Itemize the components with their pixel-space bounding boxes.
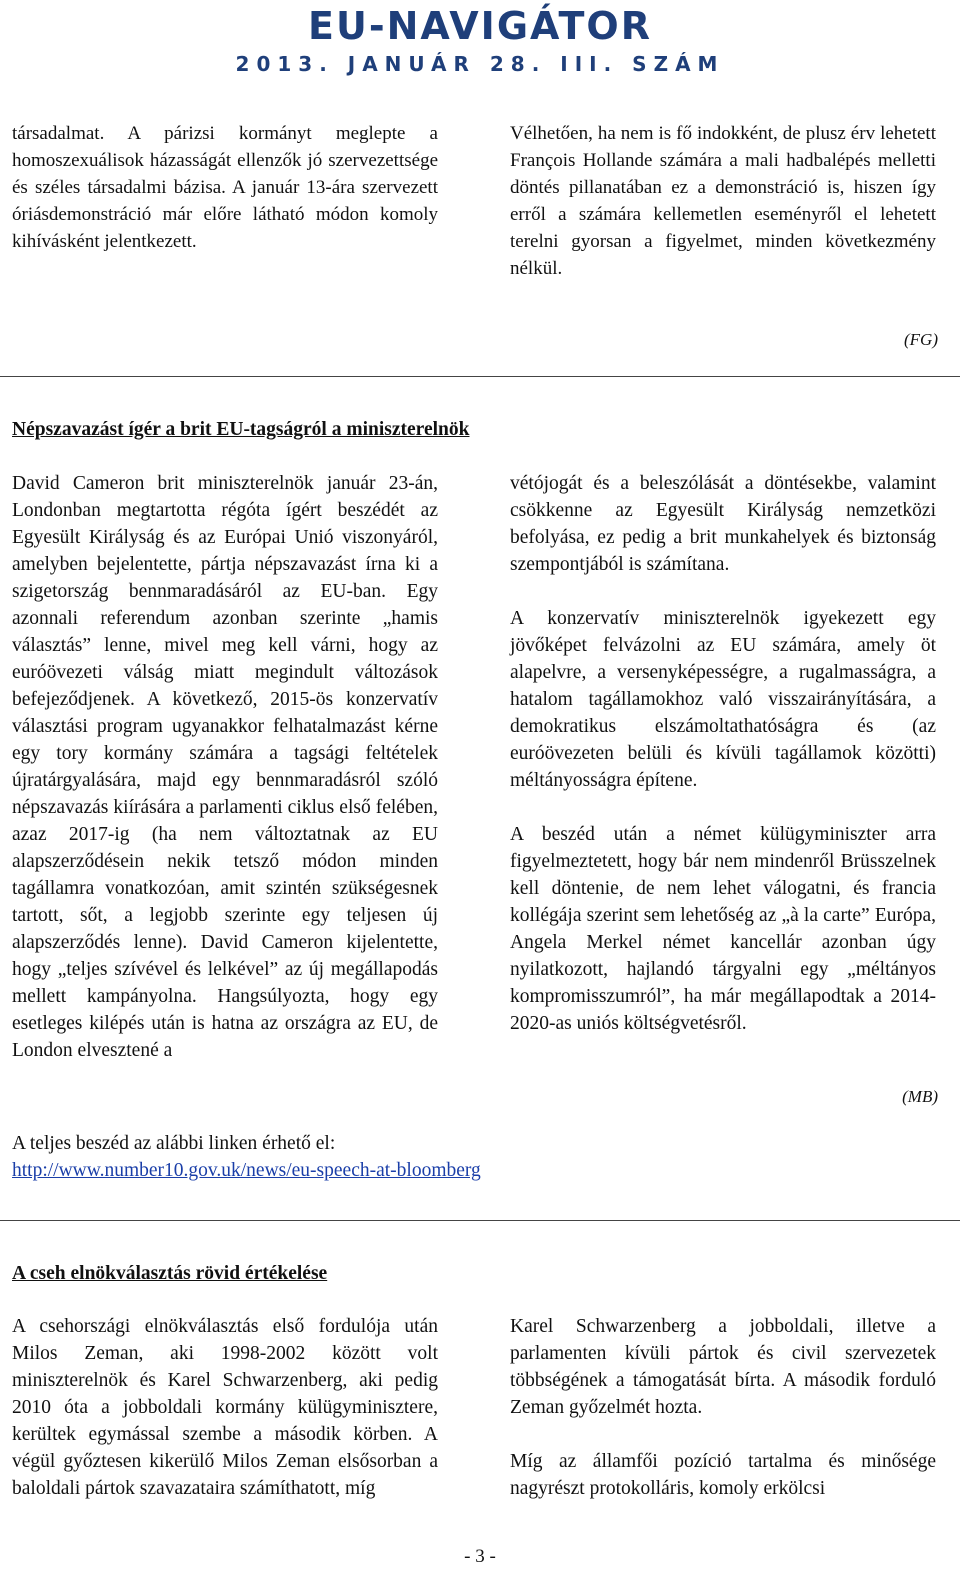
- article2-right-paragraph-1: Karel Schwarzenberg a jobboldali, illetve a parlamenten kívüli pártok és civil szervezetek többségének a támogatását bírta. A második forduló Zeman győzelmét hozta.: [510, 1316, 936, 1418]
- page-number: - 3 -: [464, 1546, 496, 1567]
- author-signature-mb: (MB): [902, 1087, 938, 1106]
- article1-right-paragraph-2: A konzervatív miniszterelnök igyekezett egy jövőképet felvázolni az EU számára, amely öt alapelvre, a versenyképességre, a rugalmasságra, a hatalom tagállamokhoz való visszairányítására, a demokratikus elszámoltathatóságra és (az euróövezeten belüli és kívüli tagállamok közötti) méltányosságra építene.: [510, 608, 936, 791]
- top-left-column: [12, 120, 438, 255]
- article1-right-column: [510, 470, 936, 1037]
- article2-right-paragraph-2: Míg az államfői pozíció tartalma és minősége nagyrészt protokolláris, komoly erkölcsi: [510, 1451, 936, 1499]
- section-divider: [0, 376, 960, 377]
- speech-link-block: [12, 1130, 912, 1184]
- article2-right-column: [510, 1313, 936, 1502]
- top-right-paragraph: Vélhetően, ha nem is fő indokként, de plusz érv lehetett François Hollande számára a mali hadbalépés melletti döntés pillanatában ez a demonstráció is, hiszen így erről a számára kellemetlen eseményről el lehetett terelni gyorsan a figyelmet, minden következmény nélkül.: [510, 123, 936, 279]
- article2-left-column: [12, 1313, 438, 1502]
- top-right-column: [510, 120, 936, 282]
- article2-left-paragraph: A csehországi elnökválasztás első fordulója után Milos Zeman, aki 1998-2002 között volt miniszterelnök és Karel Schwarzenberg, aki pedig 2010 óta a jobboldali kormány külügyminisztere, kerültek egymással szembe a második körben. A végül győztesen kikerülő Milos Zeman elsősorban a baloldali pártok szavazataira számíthatott, míg: [12, 1316, 438, 1499]
- top-left-paragraph: társadalmat. A párizsi kormányt meglepte a homoszexuálisok házasságát ellenzők jó szervezettsége és széles társadalmi bázisa. A január 13-ára szervezett óriásdemonstráció már előre látható módon komoly kihívásként jelentkezett.: [12, 123, 438, 252]
- newsletter-title: EU-NAVIGÁTOR: [308, 4, 652, 48]
- article1-left-column: [12, 470, 438, 1064]
- speech-link[interactable]: http://www.number10.gov.uk/news/eu-speech-at-bloomberg: [12, 1160, 481, 1181]
- article-title-czech-election: A cseh elnökválasztás rövid értékelése: [12, 1263, 328, 1284]
- issue-date: 2013. JANUÁR 28. III. SZÁM: [235, 52, 725, 76]
- article-title-uk-referendum: Népszavazást ígér a brit EU-tagságról a miniszterelnök: [12, 419, 470, 440]
- speech-link-intro: A teljes beszéd az alábbi linken érhető el:: [12, 1133, 336, 1154]
- article1-left-paragraph: David Cameron brit miniszterelnök január 23-án, Londonban megtartotta régóta ígért beszédét az Egyesült Királyság és az Európai Unió viszonyáról, amelyben bejelentette, pártja népszavazást írna ki a szigetország bennmaradásáról az EU-ban. Egy azonnali referendum azonban szerinte „hamis választás” lenne, mivel meg kell várni, hogy az euróövezeti válság miatt megindult változások befejeződjenek. A következő, 2015-ös konzervatív választási program ugyanakkor felhatalmazást kérne egy tory kormány számára a tagsági feltételek újratárgyalására, majd egy bennmaradásról szóló népszavazás kiírására a parlamenti ciklus első felében, azaz 2017-ig (ha nem változtatnak az EU alapszerződésein nekik tetsző módon minden tagállamra vonatkozóan, amit szintén szükségesnek tartott, sőt, a legjobb szerinte egy teljesen új alapszerződés lenne). David Cameron kijelentette, hogy „teljes szívével és lelkével” az új megállapodás mellett kampányolna. Hangsúlyozta, hogy egy esetleges kilépés után is hatna az országra az EU, de London elvesztené a: [12, 473, 438, 1061]
- article1-right-paragraph-1: vétójogát és a beleszólását a döntésekbe, valamint csökkenne az Egyesült Királyság nemzetközi befolyása, ez pedig a brit munkahelyek és biztonság szempontjából is számítana.: [510, 473, 936, 575]
- author-signature-fg: (FG): [904, 330, 938, 349]
- article1-right-paragraph-3: A beszéd után a német külügyminiszter arra figyelmeztetett, hogy bár nem mindenről Brüsszelnek kell döntenie, de nem lehet válogatni, és francia kollégája szerint sem lehetőség az „à la carte” Európa, Angela Merkel német kancellár azonban úgy nyilatkozott, hajlandó tárgyalni egy „méltányos kompromisszumról”, ha már megállapodtak a 2014-2020-as uniós költségvetésről.: [510, 824, 936, 1034]
- section-divider-2: [0, 1220, 960, 1221]
